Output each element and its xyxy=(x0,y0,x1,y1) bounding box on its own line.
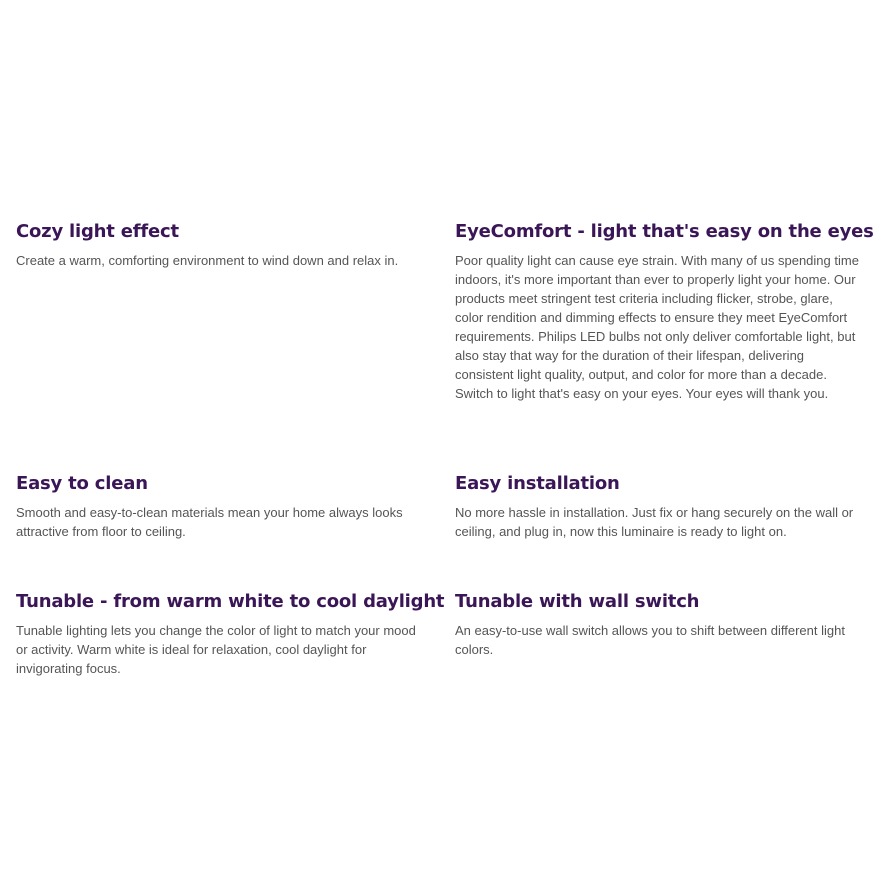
feature-title: Cozy light effect xyxy=(16,221,179,242)
feature-description: Smooth and easy-to-clean materials mean your home always looks attractive from floor to ceiling. xyxy=(16,505,403,539)
feature-title: Easy installation xyxy=(455,473,620,494)
feature-eyecomfort xyxy=(455,221,874,403)
feature-description: Tunable lighting lets you change the color of light to match your mood or activity. Warm white is ideal for relaxation, cool daylight for invigorating focus. xyxy=(16,623,416,676)
feature-title: Tunable - from warm white to cool daylight xyxy=(16,591,445,612)
feature-easy-installation xyxy=(455,473,860,541)
feature-description: Create a warm, comforting environment to wind down and relax in. xyxy=(16,253,399,268)
feature-description: An easy-to-use wall switch allows you to shift between different light colors. xyxy=(455,623,845,657)
feature-title: EyeComfort - light that's easy on the eyes xyxy=(455,221,874,242)
feature-description: No more hassle in installation. Just fix or hang securely on the wall or ceiling, and plug in, now this luminaire is ready to light on. xyxy=(455,505,854,539)
feature-tunable-wall-switch xyxy=(455,591,860,659)
feature-easy-to-clean xyxy=(16,473,426,541)
feature-title: Easy to clean xyxy=(16,473,148,494)
feature-title: Tunable with wall switch xyxy=(455,591,700,612)
feature-description: Poor quality light can cause eye strain. With many of us spending time indoors, it's more important than ever to properly light your home. Our products meet stringent test criteria including flicker, strobe, glare, color rendition and dimming effects to ensure they meet EyeComfort requirements. Philips LED bulbs not only deliver comfortable light, but also stay that way for the duration of their lifespan, delivering consistent light quality, output, and color for more than a decade. Switch to light that's easy on your eyes. Your eyes will thank you. xyxy=(455,253,859,401)
feature-cozy-light-effect xyxy=(16,221,426,270)
feature-tunable xyxy=(16,591,445,678)
